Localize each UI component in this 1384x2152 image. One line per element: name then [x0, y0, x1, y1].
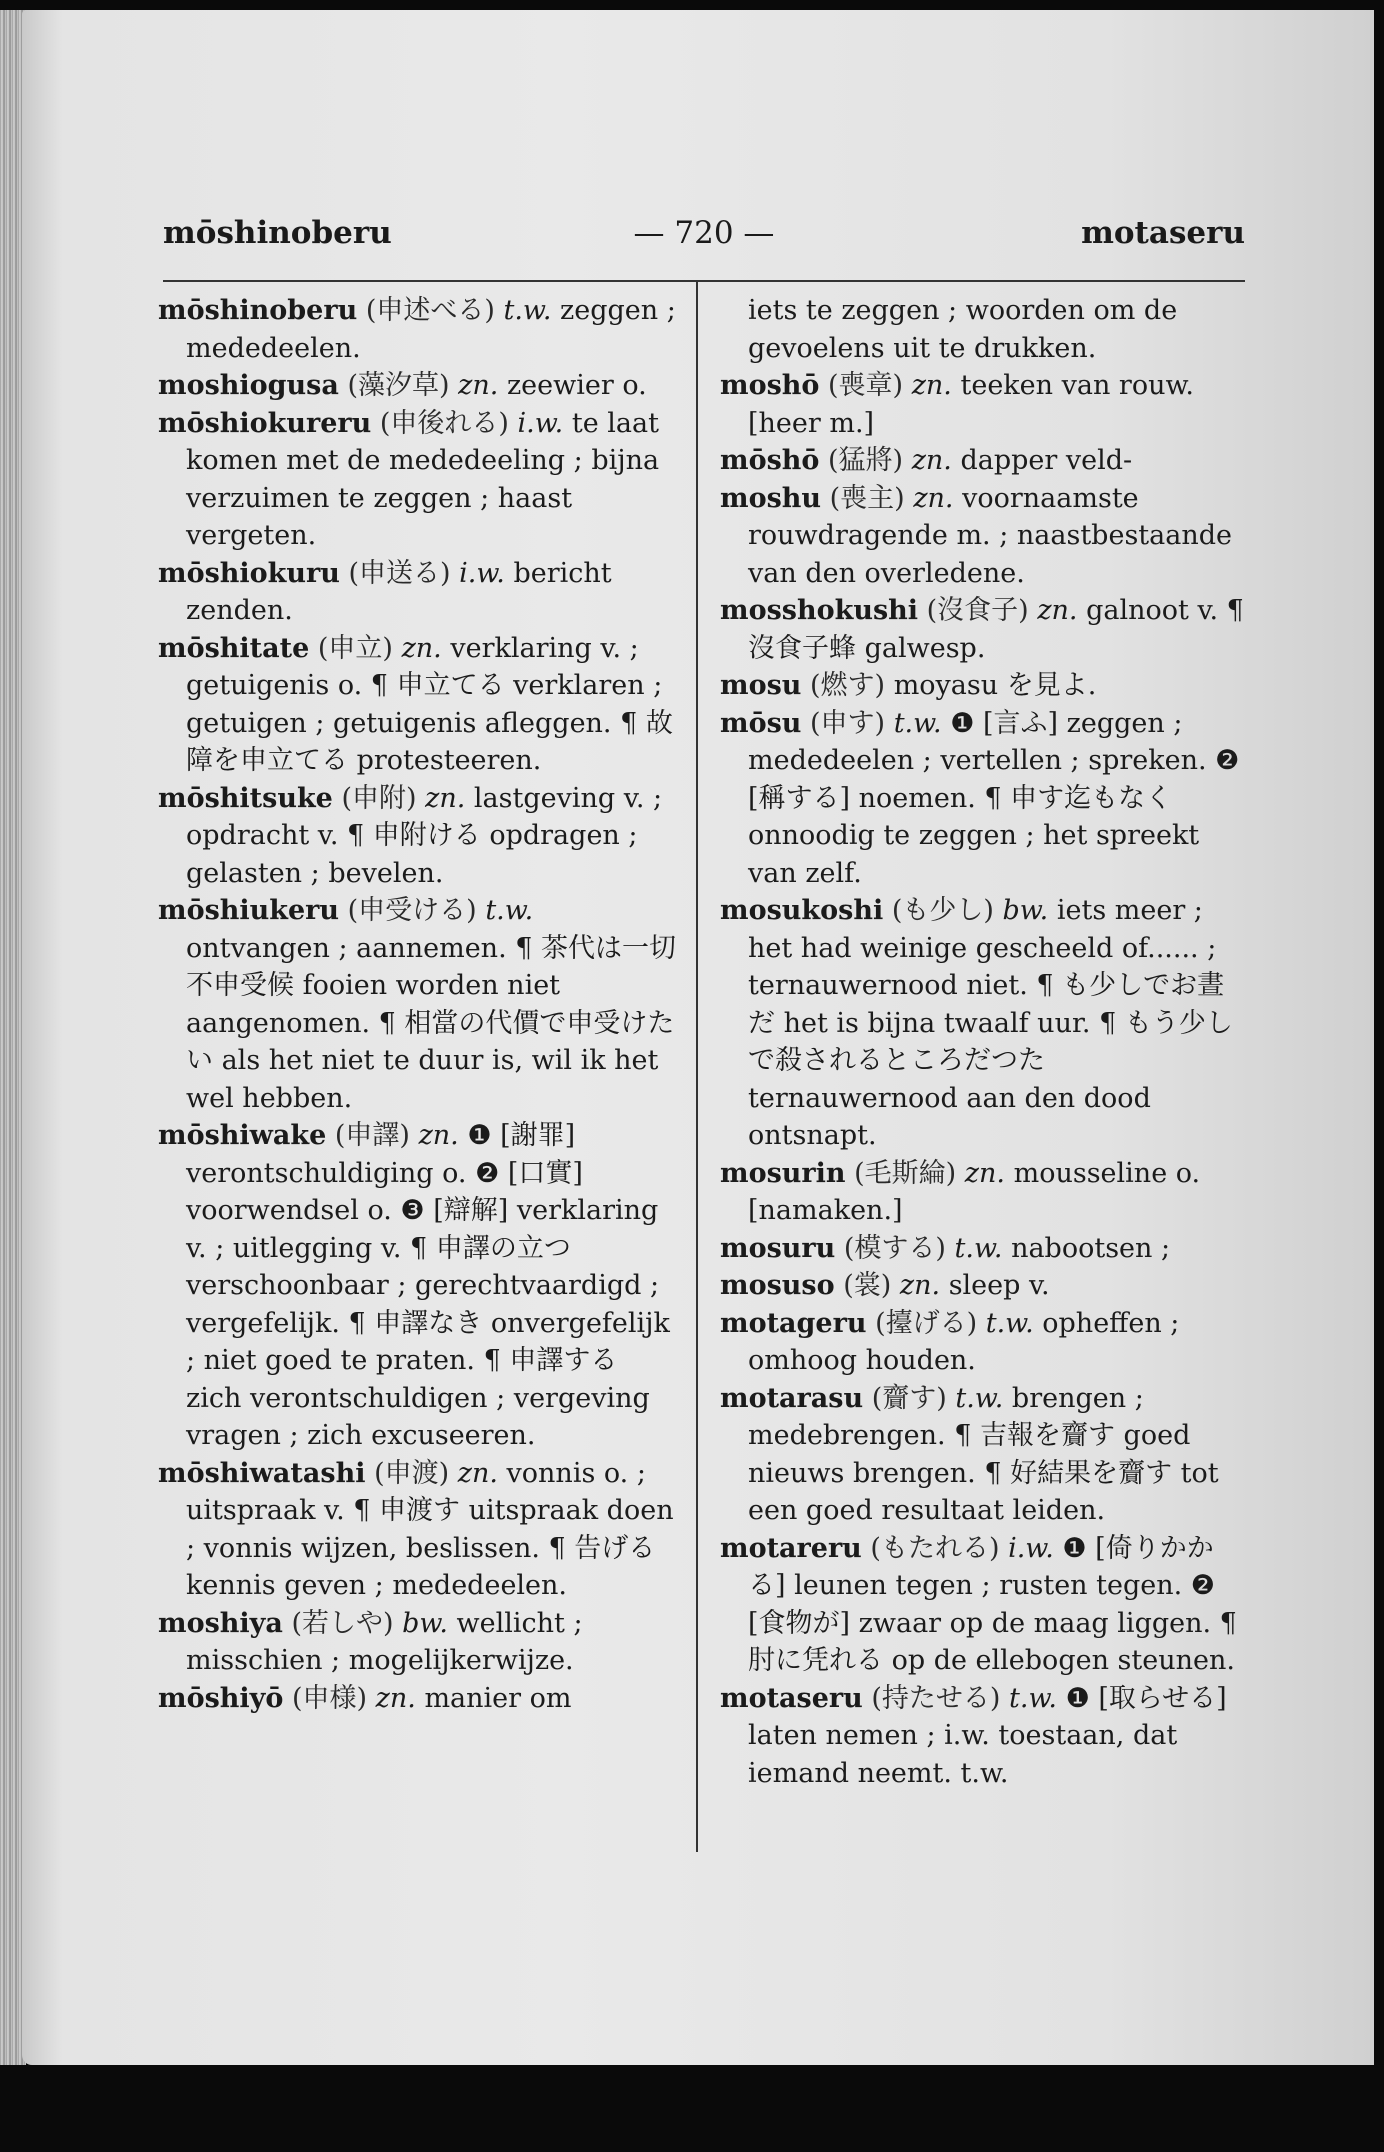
dictionary-entry [158, 1605, 676, 1680]
kanji-form: (申す) [810, 707, 886, 739]
dictionary-entry [720, 892, 1250, 1155]
definition: ❶ [謝罪] verontschuldiging o. ❷ [口實] voorwendsel o. ❸ [辯解] verklaring v. ; uitlegging v. ¶ 申譯の立つ verschoonbaar ; gerechtvaardigd ; vergefelijk. ¶ 申譯なき onvergefelijk ; niet goed te praten. ¶ 申譯する zich verontschuldigen ; vergeving vragen ; zich excuseeren. [186, 1120, 670, 1451]
kanji-form: (申述べる) [365, 295, 495, 326]
definition: bericht zenden. [186, 557, 612, 626]
definition: moyasu を見よ. [893, 670, 1097, 701]
headword: moshiogusa [158, 370, 339, 401]
kanji-form: (申様) [291, 1682, 368, 1714]
grammar-label: zn. [418, 1120, 459, 1151]
grammar-label: t.w. [985, 1307, 1034, 1339]
definition: manier om [424, 1682, 572, 1714]
dictionary-entry [720, 1155, 1250, 1230]
grammar-label: zn. [401, 632, 442, 664]
headword: mōshitate [158, 632, 310, 664]
headword: mosuru [720, 1232, 836, 1264]
kanji-form: (若しや) [291, 1607, 394, 1639]
headword: mōshō [720, 445, 820, 476]
kanji-form: (藻汐草) [347, 370, 450, 401]
dictionary-entry [158, 292, 676, 367]
kanji-form: (申送る) [348, 557, 451, 589]
header-rule [163, 280, 1245, 282]
headword: mosuso [720, 1270, 835, 1301]
grammar-label: bw. [402, 1607, 448, 1639]
headword: mōshiwatashi [158, 1457, 366, 1489]
definition: galnoot v. ¶ 沒食子蜂 galwesp. [748, 595, 1244, 664]
grammar-label: t.w. [893, 707, 942, 739]
kanji-form: (裳) [843, 1270, 892, 1301]
grammar-label: zn. [425, 782, 466, 814]
definition: iets meer ; het had weinige gescheeld of...... ; ternauwernood niet. ¶ も少しでお晝だ het is bijna twaalf uur. ¶ もう少しで殺されるところだつた ternauwernood aan den dood ontsnapt. [748, 895, 1233, 1151]
kanji-form: (喪章) [828, 370, 904, 401]
definition: lastgeving v. ; opdracht v. ¶ 申附ける opdragen ; gelasten ; bevelen. [186, 782, 663, 889]
headword: moshiya [158, 1607, 283, 1639]
kanji-form: (模する) [843, 1232, 946, 1264]
definition: dapper veld- [960, 445, 1133, 476]
headword: mōshiyō [158, 1682, 284, 1714]
grammar-label: i.w. [517, 407, 564, 439]
definition: verklaring v. ; getuigenis o. ¶ 申立てる verklaren ; getuigen ; getuigenis afleggen. ¶ 故障を申立てる protesteeren. [186, 632, 673, 776]
headword: mōshitsuke [158, 782, 333, 814]
headword: moshō [720, 370, 820, 401]
kanji-form: (擡げる) [875, 1307, 978, 1339]
grammar-label: zn. [913, 482, 954, 514]
grammar-label: t.w. [503, 295, 552, 326]
dictionary-entry [158, 1455, 676, 1605]
definition: vonnis o. ; uitspraak v. ¶ 申渡す uitspraak doen ; vonnis wijzen, beslissen. ¶ 告げる kennis geven ; mededeelen. [186, 1457, 674, 1601]
headword: moshu [720, 482, 822, 514]
definition: zeewier o. [506, 370, 647, 401]
dictionary-entry [158, 892, 676, 1117]
left-column [158, 292, 676, 1717]
definition: mousseline o. [namaken.] [748, 1157, 1201, 1226]
grammar-label: t.w. [955, 1382, 1004, 1414]
kanji-form: (燃す) [810, 670, 886, 701]
kanji-form: (申後れる) [379, 407, 509, 439]
headword: motareru [720, 1532, 862, 1564]
definition: brengen ; medebrengen. ¶ 吉報を齎す goed nieuws brengen. ¶ 好結果を齎す tot een goed resultaat leiden. [748, 1382, 1219, 1526]
dictionary-entry [720, 367, 1250, 442]
dictionary-entry [158, 1680, 676, 1718]
dictionary-entry [720, 705, 1250, 893]
column-divider [696, 282, 698, 1852]
kanji-form: (毛斯綸) [854, 1157, 957, 1189]
headword: mōshinoberu [158, 295, 358, 326]
grammar-label: t.w. [1009, 1682, 1057, 1714]
headword: mosshokushi [720, 595, 919, 626]
right-guide-word: motaseru [1081, 215, 1245, 251]
grammar-label: zn. [911, 370, 952, 401]
definition: te laat komen met de mededeeling ; bijna verzuimen te zeggen ; haast vergeten. [186, 407, 660, 551]
page-header [163, 215, 1245, 257]
grammar-label: zn. [964, 1157, 1005, 1189]
headword: mōshiwake [158, 1120, 327, 1151]
page-number: — 720 — [633, 215, 775, 251]
grammar-label: i.w. [1008, 1532, 1054, 1564]
dictionary-entry [720, 1530, 1250, 1680]
dictionary-entry [720, 480, 1250, 593]
headword: motaseru [720, 1682, 863, 1714]
dictionary-entry [720, 667, 1250, 705]
dictionary-entry [158, 630, 676, 780]
kanji-form: (沒食子) [926, 595, 1029, 626]
left-guide-word: mōshinoberu [163, 215, 392, 251]
definition: ❶ [取らせる] laten nemen ; i.w. toestaan, dat iemand neemt. t.w. [748, 1682, 1227, 1789]
kanji-form: (齎す) [871, 1382, 947, 1414]
grammar-label: zn. [457, 1457, 498, 1489]
grammar-label: zn. [899, 1270, 941, 1301]
dictionary-entry [720, 442, 1250, 480]
headword: motarasu [720, 1382, 864, 1414]
headword: mosukoshi [720, 895, 884, 926]
dictionary-entry [158, 405, 676, 555]
dictionary-entry [158, 555, 676, 630]
definition: wellicht ; misschien ; mogelijkerwijze. [186, 1607, 583, 1676]
kanji-form: (申渡) [374, 1457, 450, 1489]
dictionary-entry [720, 1680, 1250, 1793]
definition: zeggen ; mededeelen. [186, 295, 676, 364]
grammar-label: zn. [458, 370, 499, 401]
kanji-form: (申附) [341, 782, 417, 814]
kanji-form: (申受ける) [347, 895, 477, 926]
definition: ❶ [言ふ] zeggen ; mededeelen ; vertellen ; spreken. ❷ [稱する] noemen. ¶ 申す迄もなく onnoodig te zeggen ; het spreekt van zelf. [748, 707, 1240, 889]
headword: mosurin [720, 1157, 846, 1189]
kanji-form: (喪主) [829, 482, 905, 514]
kanji-form: (申譯) [334, 1120, 410, 1151]
definition: ❶ [倚りかかる] leunen tegen ; rusten tegen. ❷ [食物が] zwaar op de maag liggen. ¶ 肘に凭れる op de ellebogen steunen. [748, 1532, 1237, 1676]
grammar-label: zn. [1037, 595, 1078, 626]
dictionary-entry [720, 1230, 1250, 1268]
dictionary-entry [720, 1267, 1250, 1305]
definition: iets te zeggen ; woorden om de gevoelens uit te drukken. [748, 295, 1178, 364]
definition: nabootsen ; [1011, 1232, 1171, 1264]
kanji-form: (持たせる) [871, 1682, 1001, 1714]
headword: mōsu [720, 707, 802, 739]
dictionary-entry [720, 1380, 1250, 1530]
headword: mōshiokuru [158, 557, 340, 589]
kanji-form: (もたれる) [870, 1532, 1000, 1564]
grammar-label: bw. [1002, 895, 1049, 926]
grammar-label: t.w. [954, 1232, 1003, 1264]
grammar-label: t.w. [485, 895, 534, 926]
kanji-form: (も少し) [891, 895, 994, 926]
dictionary-entry [158, 1117, 676, 1455]
definition: voornaamste rouwdragende m. ; naastbestaande van den overledene. [748, 482, 1232, 589]
definition: opheffen ; omhoog houden. [748, 1307, 1180, 1376]
dictionary-entry [158, 780, 676, 893]
definition: ontvangen ; aannemen. ¶ 茶代は一切不申受候 fooien worden niet aangenomen. ¶ 相當の代價で申受けたい als het niet te duur is, wil ik het wel hebben. [186, 932, 676, 1114]
continued-entry [720, 292, 1250, 367]
headword: mōshiukeru [158, 895, 340, 926]
dictionary-entry [720, 592, 1250, 667]
kanji-form: (申立) [317, 632, 393, 664]
definition: sleep v. [948, 1270, 1050, 1301]
right-column [720, 292, 1250, 1792]
definition: teeken van rouw. [heer m.] [748, 370, 1194, 439]
kanji-form: (猛將) [828, 445, 904, 476]
headword: motageru [720, 1307, 867, 1339]
grammar-label: zn. [375, 1682, 416, 1714]
headword: mosu [720, 670, 802, 701]
dictionary-entry [720, 1305, 1250, 1380]
grammar-label: zn. [911, 445, 952, 476]
dictionary-entry [158, 367, 676, 405]
grammar-label: i.w. [459, 557, 505, 589]
headword: mōshiokureru [158, 407, 372, 439]
